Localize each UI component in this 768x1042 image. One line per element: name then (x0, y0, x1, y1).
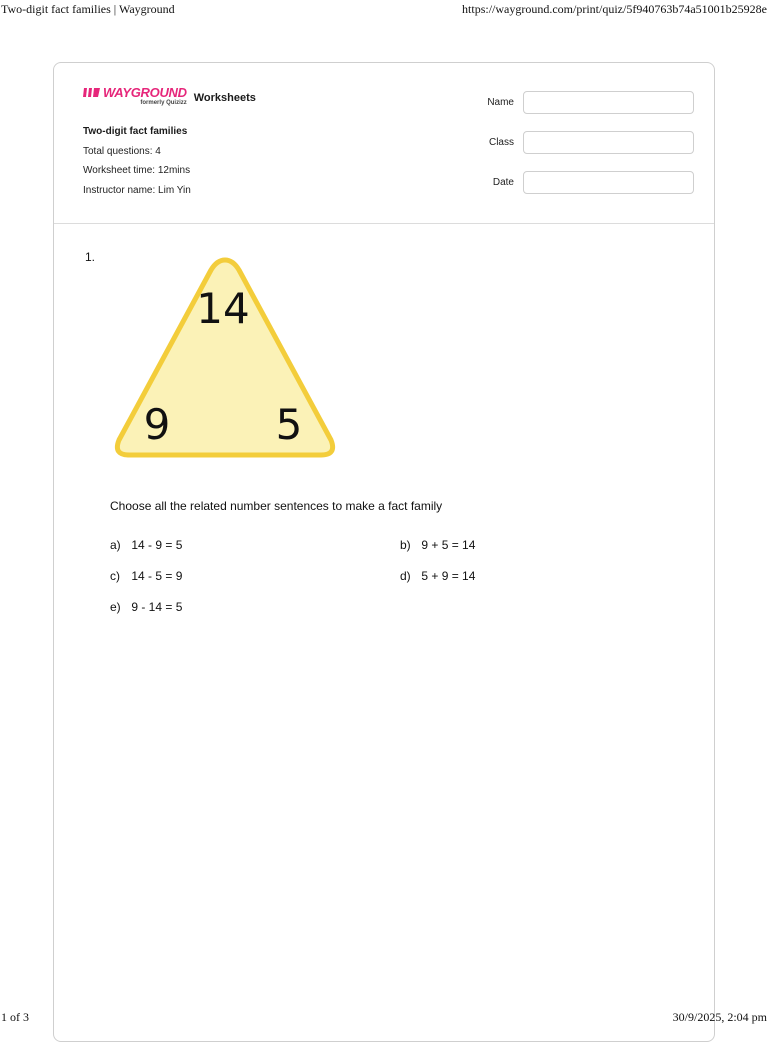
option-text: 9 - 14 = 5 (131, 600, 183, 614)
class-input[interactable] (523, 131, 694, 154)
option-b[interactable] (400, 538, 475, 552)
option-e[interactable] (110, 600, 182, 614)
option-letter: d) (400, 569, 411, 583)
option-text: 5 + 9 = 14 (421, 569, 476, 583)
print-footer (0, 1010, 768, 1024)
fact-family-triangle (109, 255, 341, 465)
print-header-url[interactable]: https://wayground.com/print/quiz/5f940763b74a51001b25928e (462, 2, 767, 16)
worksheet-card (53, 62, 715, 1042)
logo-subtitle: formerly Quizizz (140, 100, 187, 106)
option-letter: e) (110, 600, 121, 614)
brand (83, 86, 256, 114)
option-a[interactable] (110, 538, 182, 552)
option-letter: a) (110, 538, 121, 552)
product-name: Worksheets (193, 92, 256, 104)
logo-wordmark: WAYGROUND (103, 85, 187, 100)
triangle-left-number: 9 (143, 400, 171, 449)
option-letter: c) (110, 569, 120, 583)
wayground-mark-icon (83, 86, 100, 99)
option-text: 14 - 5 = 9 (131, 569, 183, 583)
class-field-row (474, 131, 694, 154)
instructor-name: Instructor name: Lim Yin (83, 184, 191, 196)
worksheet-title: Two-digit fact families (83, 126, 188, 137)
option-letter: b) (400, 538, 411, 552)
name-input[interactable] (523, 91, 694, 114)
print-header-title: Two-digit fact families | Wayground (1, 2, 175, 16)
option-c[interactable] (110, 569, 182, 583)
total-questions: Total questions: 4 (83, 145, 161, 157)
print-header (0, 2, 768, 18)
worksheet-time: Worksheet time: 12mins (83, 165, 191, 176)
wayground-logo (83, 86, 187, 107)
date-label: Date (492, 177, 514, 188)
triangle-top-number: 14 (196, 284, 250, 333)
question-prompt: Choose all the related number sentences to make a fact family (110, 499, 443, 513)
triangle-right-number: 5 (275, 400, 303, 449)
question-number: 1. (85, 250, 96, 264)
worksheet-meta (83, 125, 191, 203)
option-d[interactable] (400, 569, 475, 583)
class-label: Class (488, 137, 514, 148)
date-field-row (474, 171, 694, 194)
date-input[interactable] (523, 171, 694, 194)
page-count: 1 of 3 (1, 1010, 29, 1024)
name-label: Name (487, 97, 514, 108)
name-field-row (474, 91, 694, 114)
option-text: 9 + 5 = 14 (421, 538, 476, 552)
print-timestamp: 30/9/2025, 2:04 pm (672, 1010, 767, 1024)
option-text: 14 - 9 = 5 (131, 538, 183, 552)
worksheet-header (54, 63, 714, 224)
